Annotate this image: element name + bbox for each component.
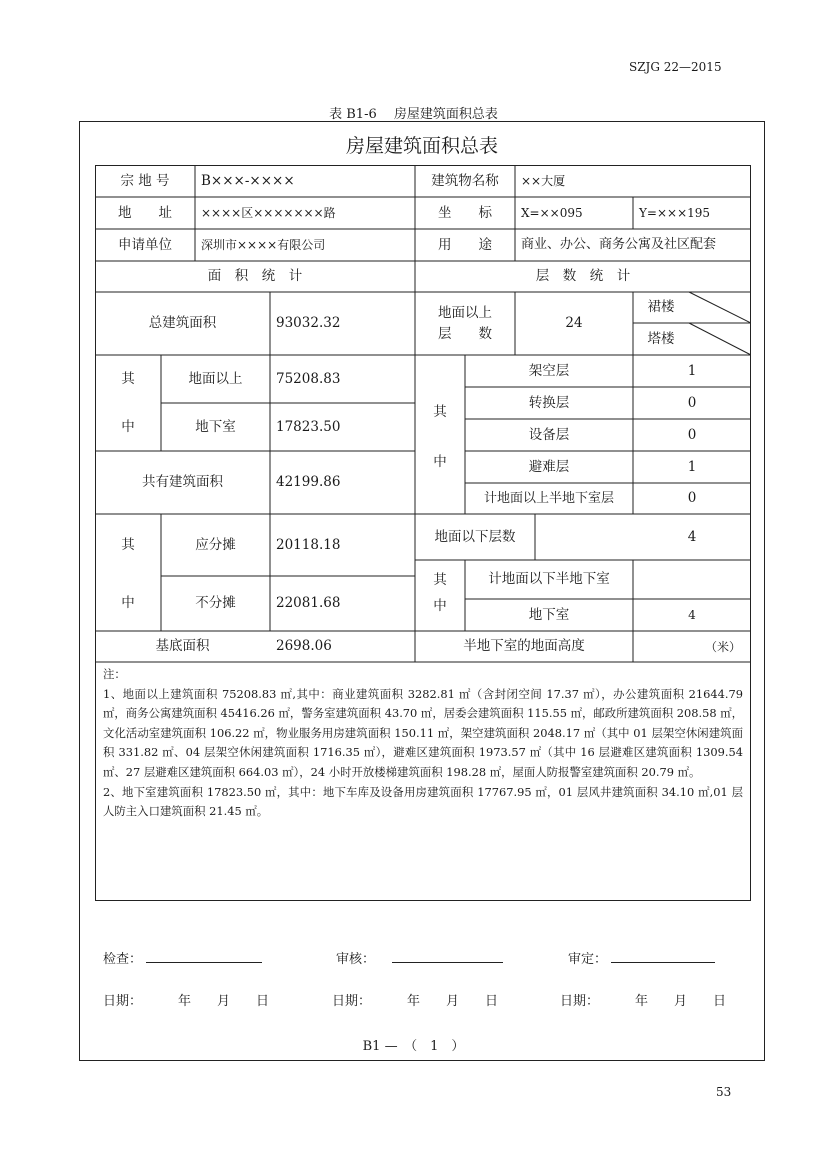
parcel-number-label: 宗 地 号 [120, 172, 170, 189]
below-ground-floors-value: 4 [687, 528, 697, 545]
equipment-floor-label: 设备层 [528, 426, 570, 443]
semi-basement-above-value: 0 [687, 490, 697, 507]
building-name-label: 建筑物名称 [431, 172, 499, 189]
total-area-value: 93032.32 [276, 315, 341, 332]
notes-section [103, 665, 743, 822]
above-ground-floors-label-line1: 地面以上 [438, 305, 492, 322]
check-signature-line [146, 962, 262, 963]
non-allocated-area-value: 22081.68 [276, 595, 341, 612]
floors-qizhong-zhong: 中 [433, 453, 447, 470]
semi-basement-below-label: 计地面以下半地下室 [488, 571, 610, 588]
equipment-floor-value: 0 [687, 426, 697, 443]
below-qizhong-qi: 其 [433, 571, 447, 588]
qizhong-zhong-2: 中 [121, 595, 135, 612]
refuge-floor-label: 避难层 [528, 458, 570, 475]
stilt-floor-label: 架空层 [528, 362, 570, 379]
tower-label: 塔楼 [647, 330, 675, 347]
address-value: ××××区×××××××路 [201, 206, 336, 220]
applicant-value: 深圳市××××有限公司 [201, 238, 326, 252]
notes-heading: 注： [103, 667, 126, 681]
review-date-label: 日期： [332, 994, 372, 1009]
approve-date-label: 日期： [560, 994, 600, 1009]
approve-date-fields: 年 月 日 [635, 994, 727, 1009]
coordinate-x-value: X=××095 [521, 206, 583, 220]
qizhong-zhong-1: 中 [121, 418, 135, 435]
below-ground-floors-label: 地面以下层数 [434, 528, 516, 545]
semi-basement-height-label: 半地下室的地面高度 [463, 638, 585, 655]
qizhong-qi-2: 其 [121, 536, 135, 553]
parcel-number-value: B×××-×××× [201, 172, 295, 189]
allocated-area-label: 应分摊 [195, 536, 236, 553]
applicant-label: 申请单位 [118, 236, 172, 253]
floors-qizhong-qi: 其 [433, 403, 447, 420]
summary-table [95, 165, 751, 901]
podium-label: 裙楼 [647, 299, 675, 316]
non-allocated-area-label: 不分摊 [195, 595, 236, 612]
semi-basement-above-label: 计地面以上半地下室层 [483, 490, 614, 506]
base-area-value: 2698.06 [276, 638, 332, 655]
coordinates-label: 坐 标 [438, 204, 492, 221]
shared-area-label: 共有建筑面积 [142, 474, 223, 491]
form-title: 房屋建筑面积总表 [345, 135, 498, 157]
above-ground-floors-value: 24 [565, 315, 583, 332]
approve-signature-line [611, 962, 715, 963]
transfer-floor-label: 转换层 [528, 394, 570, 411]
review-date-fields: 年 月 日 [407, 994, 499, 1009]
transfer-floor-value: 0 [687, 394, 697, 411]
coordinate-y-value: Y=×××195 [639, 206, 711, 220]
shared-area-value: 42199.86 [276, 474, 341, 491]
review-signature-line [392, 962, 503, 963]
area-statistics-heading: 面 积 统 计 [207, 268, 303, 285]
basement-floors-label: 地下室 [528, 606, 570, 623]
stilt-floor-value: 1 [687, 362, 697, 379]
check-date-fields: 年 月 日 [178, 994, 270, 1009]
basement-area-value: 17823.50 [276, 418, 341, 435]
floor-statistics-heading: 层 数 统 计 [535, 268, 631, 285]
total-area-label: 总建筑面积 [148, 315, 217, 332]
page-number: 53 [716, 1085, 732, 1099]
basement-floors-value: 4 [688, 608, 696, 622]
base-area-label: 基底面积 [155, 638, 210, 655]
below-qizhong-zhong: 中 [433, 597, 447, 614]
above-ground-floors-label-line2: 层 数 [438, 325, 492, 342]
notes-paragraph-2: 2、地下室建筑面积 17823.50 ㎡，其中：地下车库及设备用房建筑面积 17767.95 ㎡，01 层风井建筑面积 34.10 ㎡,01 层人防主入口建筑面积 21.45 ㎡。 [103, 784, 743, 819]
check-date-label: 日期： [103, 994, 143, 1009]
usage-label: 用 途 [438, 236, 492, 253]
semi-basement-height-unit: （米） [704, 639, 741, 654]
allocated-area-value: 20118.18 [276, 536, 341, 553]
review-label: 审核： [336, 952, 376, 967]
standard-code: SZJG 22—2015 [629, 60, 722, 74]
basement-area-label: 地下室 [195, 418, 236, 435]
table-caption: 表 B1-6 房屋建筑面积总表 [329, 107, 498, 122]
above-ground-area-value: 75208.83 [276, 370, 341, 387]
notes-paragraph-1: 1、地面以上建筑面积 75208.83 ㎡,其中：商业建筑面积 3282.81 ㎡（含封闭空间 17.37 ㎡），办公建筑面积 21644.79 ㎡，商务公寓建筑面积 45416.26 ㎡，警务室建筑面积 43.70 ㎡，居委会建筑面积 115.55 ㎡，邮政所建筑面积 208.58 ㎡，文化活动室建筑面积 106.22 ㎡，物业服务用房建筑面积 150.11 ㎡，架空建筑面积 2048.17 ㎡（其中 01 层架空休闲建筑面积 331.82 ㎡、04 层架空休闲建筑面积 1716.35 ㎡），避难区建筑面积 1973.57 ㎡（其中 16 层避难区建筑面积 1309.54 ㎡、27 层避难区建筑面积 664.03 ㎡），24 小时开放楼梯建筑面积 198.28 ㎡，屋面人防报警室建筑面积 20.79 ㎡。 [103, 686, 743, 780]
refuge-floor-value: 1 [687, 458, 697, 475]
above-ground-area-label: 地面以上 [188, 370, 243, 387]
approve-label: 审定： [568, 952, 608, 967]
form-footer: B1 — （ 1 ） [362, 1039, 465, 1054]
usage-value: 商业、办公、商务公寓及社区配套 [521, 237, 717, 253]
building-name-value: ××大厦 [521, 174, 566, 188]
qizhong-qi-1: 其 [121, 370, 135, 387]
address-label: 地 址 [118, 204, 172, 221]
check-label: 检查： [103, 952, 143, 967]
above-ground-floors-label [415, 292, 515, 355]
